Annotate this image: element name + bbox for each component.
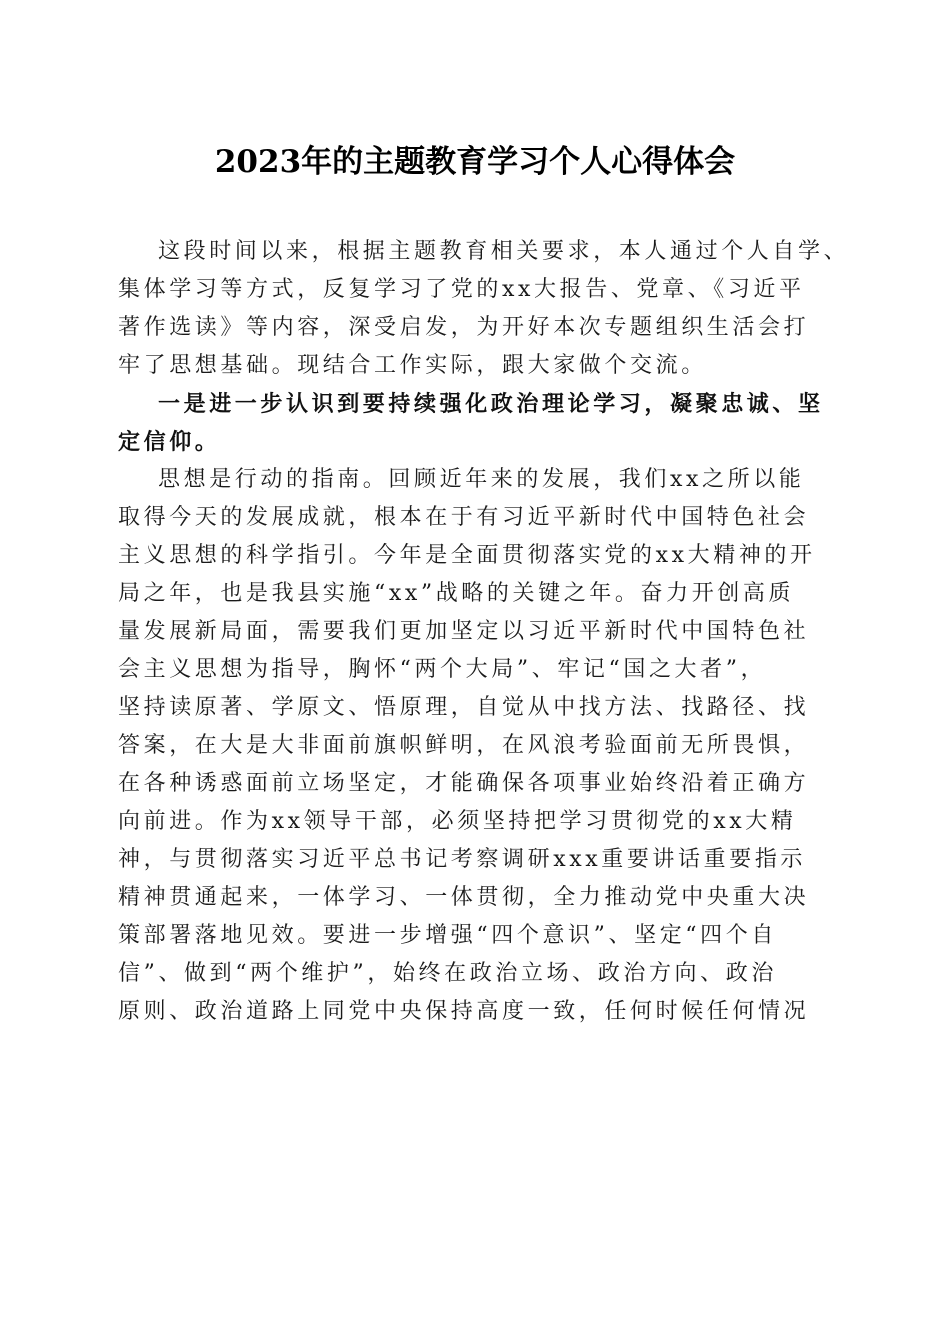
body-paragraph (118, 461, 823, 1031)
document-body (118, 233, 850, 1031)
heading-line: 定信仰。 (118, 429, 221, 455)
paragraph-line: 思想是行动的指南。回顾近年来的发展，我们xx之所以能 (158, 467, 805, 492)
paragraph-line: 集体学习等方式，反复学习了党的xx大报告、党章、《习近平 (118, 277, 805, 302)
paragraph-line: 会主义思想为指导，胸怀“两个大局”、牢记“国之大者”， (118, 657, 767, 682)
paragraph-line: 信”、做到“两个维护”，始终在政治立场、政治方向、政治 (118, 961, 777, 986)
paragraph-line: 在各种诱惑面前立场坚定，才能确保各项事业始终沿着正确方 (118, 771, 810, 796)
paragraph-line: 牢了思想基础。现结合工作实际，跟大家做个交流。 (118, 353, 707, 378)
paragraph-line: 原则、政治道路上同党中央保持高度一致，任何时候任何情况 (118, 999, 810, 1024)
paragraph-line: 精神贯通起来，一体学习、一体贯彻，全力推动党中央重大决 (118, 885, 810, 910)
paragraph-line: 局之年，也是我县实施“xx”战略的关键之年。奋力开创高质 (118, 581, 795, 606)
paragraph-line: 向前进。作为xx领导干部，必须坚持把学习贯彻党的xx大精 (118, 809, 797, 834)
paragraph-line: 坚持读原著、学原文、悟原理，自觉从中找方法、找路径、找 (118, 695, 810, 720)
paragraph-line: 量发展新局面，需要我们更加坚定以习近平新时代中国特色社 (118, 619, 810, 644)
heading-line: 一是进一步认识到要持续强化政治理论学习，凝聚忠诚、坚 (158, 391, 824, 417)
paragraph-line: 神，与贯彻落实习近平总书记考察调研xxx重要讲话重要指示 (118, 847, 807, 872)
paragraph-line: 这段时间以来，根据主题教育相关要求，本人通过个人自学、 (158, 239, 850, 264)
paragraph-line: 答案，在大是大非面前旗帜鲜明，在风浪考验面前无所畏惧， (118, 733, 810, 758)
paragraph-line: 主义思想的科学指引。今年是全面贯彻落实党的xx大精神的开 (118, 543, 816, 568)
intro-paragraph (118, 233, 850, 385)
paragraph-line: 著作选读》等内容，深受启发，为开好本次专题组织生活会打 (118, 315, 810, 340)
document-title: 2023年的主题教育学习个人心得体会 (214, 144, 736, 180)
paragraph-line: 取得今天的发展成就，根本在于有习近平新时代中国特色社会 (118, 505, 810, 530)
paragraph-line: 策部署落地见效。要进一步增强“四个意识”、坚定“四个自 (118, 923, 777, 948)
section-heading (118, 385, 823, 461)
